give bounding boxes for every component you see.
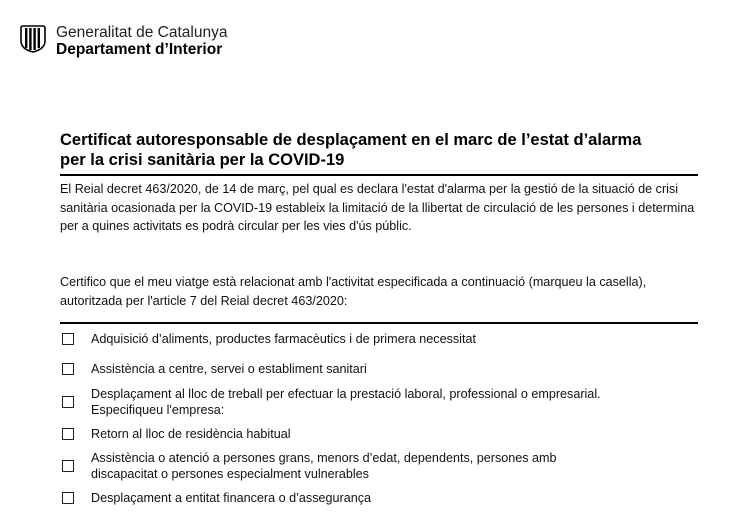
activity-option[interactable] xyxy=(60,385,700,419)
checkbox-icon[interactable] xyxy=(62,396,74,408)
checkbox-icon[interactable] xyxy=(62,333,74,345)
certificate-title-line-1: Certificat autoresponsable de desplaçament en el marc de l’estat d’alarma xyxy=(60,131,642,149)
organization-name xyxy=(56,24,227,58)
certificate-title-line-2: per la crisi sanitària per la COVID-19 xyxy=(60,151,345,169)
checkbox-icon[interactable] xyxy=(62,460,74,472)
checkbox-icon[interactable] xyxy=(62,363,74,375)
activity-option-label: Assistència o atenció a persones grans, menors d’edat, dependents, persones amb discapacitat o persones especialment vulnerables xyxy=(91,451,557,481)
activity-option-label: Retorn al lloc de residència habitual xyxy=(91,427,291,441)
activity-option-label: Assistència a centre, servei o establiment sanitari xyxy=(91,362,367,376)
generalitat-senyera-logo-icon xyxy=(20,25,46,53)
checkbox-icon[interactable] xyxy=(62,428,74,440)
org-line-2: Departament d’Interior xyxy=(56,41,223,58)
activity-option[interactable] xyxy=(60,329,700,349)
activity-option-label: Adquisició d’aliments, productes farmacèutics i de primera necessitat xyxy=(91,332,476,346)
intro-paragraph: El Reial decret 463/2020, de 14 de març, pel qual es declara l'estat d'alarma per la gestió de la situació de crisi sanitària ocasionada per la COVID-19 estableix la limitació de la llibertat de circulació de les persones i determina per a quines activitats es podrà circular per les vies d'ús públic. xyxy=(60,182,695,233)
checkbox-icon[interactable] xyxy=(62,492,74,504)
activity-options-list xyxy=(60,329,700,508)
activity-option[interactable] xyxy=(60,449,700,483)
activity-option-label: Desplaçament al lloc de treball per efectuar la prestació laboral, professional o empresarial. Especifiqueu l'empresa: xyxy=(91,387,601,417)
activity-option[interactable] xyxy=(60,424,700,444)
certify-paragraph: Certifico que el meu viatge està relacionat amb l'activitat especificada a continuació (marqueu la casella), autoritzada per l'article 7 del Reial decret 463/2020: xyxy=(60,275,647,308)
certificate-title xyxy=(60,130,700,170)
org-line-1: Generalitat de Catalunya xyxy=(56,24,228,41)
title-divider xyxy=(60,174,698,176)
document-header xyxy=(20,24,227,58)
activity-option[interactable] xyxy=(60,359,700,379)
options-divider xyxy=(60,322,698,324)
activity-option-label: Desplaçament a entitat financera o d’assegurança xyxy=(91,491,372,505)
activity-option[interactable] xyxy=(60,488,700,508)
